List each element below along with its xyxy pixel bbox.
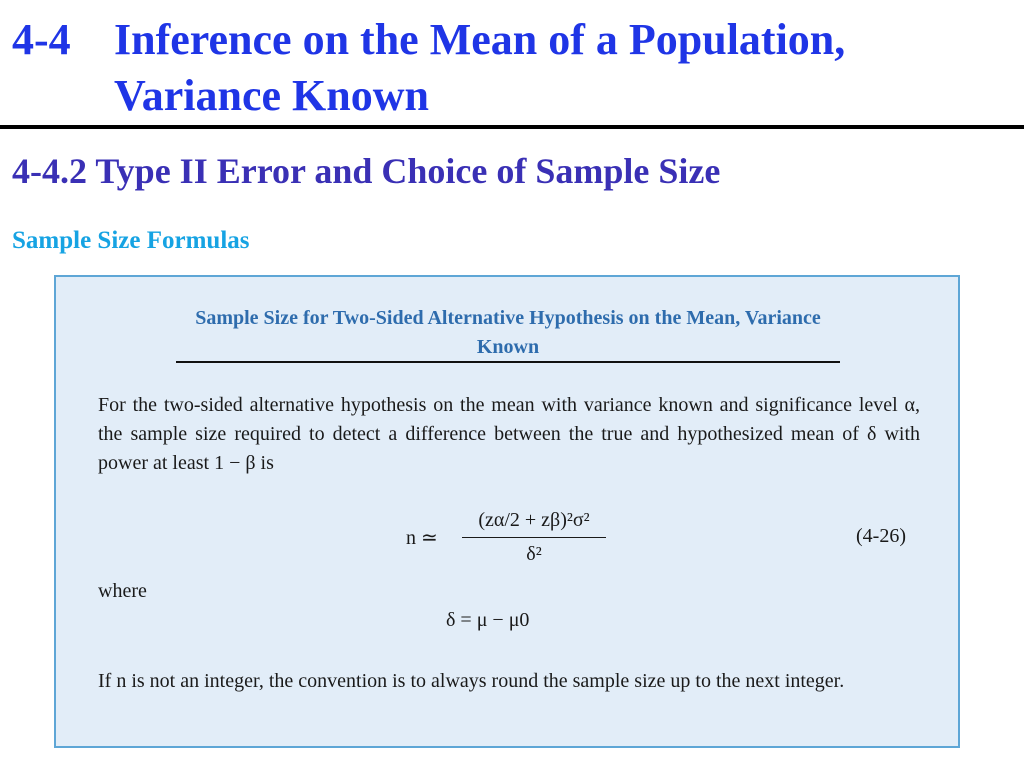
formula-lhs: n ≃ — [406, 527, 438, 549]
section-title: Inference on the Mean of a Population, Variance Known — [114, 15, 846, 120]
equation-number: (4-26) — [856, 525, 906, 547]
where-label: where — [98, 580, 147, 602]
rounding-paragraph: If n is not an integer, the convention is to always round the sample size up to the next integer. — [98, 670, 845, 692]
definition-box — [54, 275, 960, 748]
title-divider — [0, 125, 1024, 129]
formula-numerator: (zα/2 + zβ)²σ² — [478, 509, 590, 531]
box-heading: Sample Size for Two-Sided Alternative Hypothesis on the Mean, Variance Known — [195, 307, 821, 358]
intro-paragraph: For the two-sided alternative hypothesis on the mean with variance known and significance level α, the sample size required to detect a difference between the true and hypothesized mean of δ with power at least 1 − β is — [98, 394, 920, 474]
delta-definition: δ = μ − μ0 — [446, 609, 530, 631]
section-number: 4-4 — [12, 15, 71, 64]
subsection-title: 4-4.2 Type II Error and Choice of Sample Size — [12, 151, 721, 191]
formula-denominator: δ² — [526, 543, 542, 565]
fraction-bar — [462, 537, 606, 538]
box-heading-rule — [176, 361, 840, 363]
formula-fraction — [462, 505, 606, 568]
topic-label: Sample Size Formulas — [12, 227, 250, 254]
